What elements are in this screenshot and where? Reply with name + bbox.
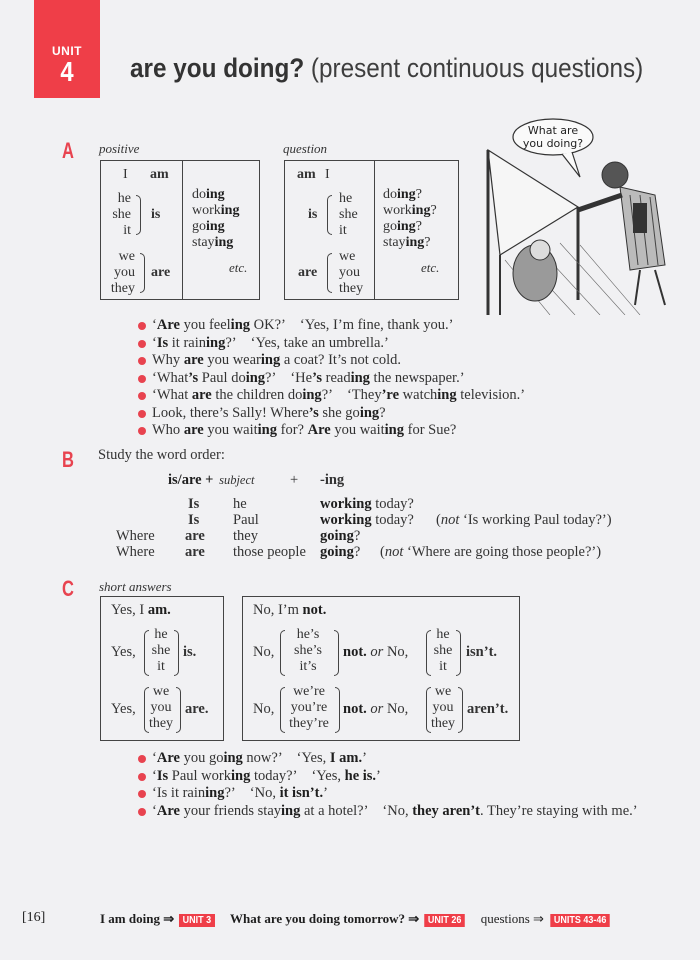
subject: those people bbox=[233, 544, 306, 560]
note-text: ‘Is working Paul today?’) bbox=[463, 512, 612, 528]
not: not bbox=[384, 544, 404, 560]
subject: he’s bbox=[296, 627, 320, 642]
lead: No, I’m bbox=[253, 602, 299, 618]
wh-word: Where bbox=[116, 528, 155, 544]
suffix: ing bbox=[206, 219, 225, 234]
rest: ? bbox=[353, 544, 361, 560]
section-a-examples bbox=[138, 317, 525, 440]
verb: are. bbox=[185, 701, 209, 717]
lead: No, bbox=[253, 701, 275, 717]
example-item: Why are you wearing a coat? It’s not cold. bbox=[138, 352, 525, 370]
lead: No, bbox=[386, 644, 409, 660]
subject: he bbox=[117, 191, 131, 206]
aux: are bbox=[185, 528, 205, 544]
verb: not. bbox=[343, 644, 367, 660]
not: not bbox=[440, 512, 460, 528]
subjects bbox=[283, 684, 335, 732]
are-subjects bbox=[111, 249, 135, 297]
example-item: ‘Are your friends staying at a hotel?’ ‘No, they aren’t. They’re staying with me.’ bbox=[138, 803, 638, 821]
example-item: Look, there’s Sally! Where’s she going? bbox=[138, 405, 525, 423]
note: (not ‘Is working Paul today?’) bbox=[436, 512, 612, 528]
subject: you bbox=[432, 700, 454, 715]
subject: we bbox=[118, 249, 135, 264]
subjects bbox=[430, 627, 456, 675]
short-answers-caption: short answers bbox=[99, 579, 172, 594]
note-text: ‘Where are going those people?’) bbox=[407, 544, 602, 560]
subject: it bbox=[439, 659, 447, 674]
subject: it bbox=[123, 223, 131, 238]
or: or bbox=[370, 644, 384, 660]
page-number: [16] bbox=[22, 910, 46, 925]
is-subjects bbox=[339, 191, 358, 239]
unit-badge bbox=[34, 0, 100, 98]
lead: Yes, bbox=[111, 701, 136, 717]
subject: she bbox=[151, 643, 171, 658]
ing-verbs bbox=[383, 187, 437, 251]
units-43-46-link[interactable]: UNITS 43-46 bbox=[551, 914, 611, 927]
subjects bbox=[147, 684, 175, 732]
subject: you’re bbox=[290, 700, 328, 715]
brace bbox=[456, 630, 461, 676]
page-title bbox=[130, 53, 643, 84]
formula-aux: is/are + bbox=[168, 472, 214, 488]
verb-are: are bbox=[151, 265, 171, 280]
example-item: ‘Is Paul working today?’ ‘Yes, he is.’ bbox=[138, 768, 638, 786]
positive-caption: positive bbox=[99, 141, 140, 156]
subject: they’re bbox=[289, 716, 329, 731]
subject: we’re bbox=[293, 684, 325, 699]
subject: you bbox=[150, 700, 172, 715]
verb-is: is bbox=[151, 207, 161, 222]
verb: working bbox=[320, 512, 372, 528]
subject: it’s bbox=[299, 659, 317, 674]
verb: aren’t. bbox=[467, 701, 509, 717]
example-item: ‘What’s Paul doing?’ ‘He’s reading the newspaper.’ bbox=[138, 370, 525, 388]
brace bbox=[174, 630, 179, 676]
suffix: ing bbox=[397, 219, 416, 234]
word-order-intro: Study the word order: bbox=[98, 447, 225, 463]
verb: not. bbox=[343, 701, 367, 717]
example-item: ‘Are you feeling OK?’ ‘Yes, I’m fine, thank you.’ bbox=[138, 317, 525, 335]
unit-3-link[interactable]: UNIT 3 bbox=[179, 914, 215, 927]
is-subjects bbox=[112, 191, 131, 239]
stem: go bbox=[192, 219, 206, 234]
subject: Paul bbox=[233, 512, 259, 528]
cartoon-image bbox=[480, 115, 690, 315]
example-item: Who are you waiting for? Are you waiting for Sue? bbox=[138, 422, 525, 440]
question-caption: question bbox=[283, 141, 328, 156]
subject-i: I bbox=[123, 167, 128, 182]
title-regular: (present continuous questions) bbox=[310, 53, 644, 83]
section-b-letter: B bbox=[62, 447, 74, 472]
verb-is: is bbox=[308, 207, 318, 222]
example-item: ‘What are the children doing?’ ‘They’re watching television.’ bbox=[138, 387, 525, 405]
example-item: ‘Are you going now?’ ‘Yes, I am.’ bbox=[138, 750, 638, 768]
brace bbox=[176, 687, 181, 733]
subject: they bbox=[339, 281, 364, 296]
ref-text: questions ⇒ bbox=[480, 911, 544, 926]
subjects bbox=[428, 684, 458, 732]
yes-answers-box bbox=[100, 596, 224, 741]
suffix: ing bbox=[405, 235, 425, 250]
stem: stay bbox=[383, 235, 406, 250]
qmark: ? bbox=[424, 235, 431, 250]
etc-label: etc. bbox=[229, 260, 248, 275]
subject: we bbox=[152, 684, 170, 699]
rest: ? bbox=[353, 528, 361, 544]
subject: they bbox=[233, 528, 258, 544]
subject: he bbox=[233, 496, 247, 512]
verb-am: am bbox=[150, 167, 169, 182]
rest: today? bbox=[375, 512, 414, 528]
subject: he bbox=[436, 627, 450, 642]
suffix: ing bbox=[220, 203, 240, 218]
stem: stay bbox=[192, 235, 215, 250]
lead: No, bbox=[253, 644, 275, 660]
stem: work bbox=[383, 203, 412, 218]
ref-text: I am doing ⇒ bbox=[100, 911, 175, 926]
section-c-examples bbox=[138, 750, 638, 820]
speech-text-1: What are bbox=[527, 124, 579, 137]
formula-plus: + bbox=[290, 472, 299, 488]
subject: she’s bbox=[294, 643, 322, 658]
qmark: ? bbox=[415, 187, 422, 202]
subject: they bbox=[110, 281, 135, 296]
stem: go bbox=[383, 219, 397, 234]
ref-text: What are you doing tomorrow? ⇒ bbox=[230, 911, 420, 926]
verb: is. bbox=[183, 644, 197, 660]
stem: do bbox=[192, 187, 206, 202]
example-item: ‘Is it raining?’ ‘Yes, take an umbrella.’ bbox=[138, 335, 525, 353]
subject-i: I bbox=[325, 167, 330, 182]
subject: it bbox=[339, 223, 347, 238]
suffix: ing bbox=[206, 187, 225, 202]
note: (not ‘Where are going those people?’) bbox=[380, 544, 602, 560]
verb: am. bbox=[147, 602, 171, 618]
subject: she bbox=[433, 643, 453, 658]
suffix: ing bbox=[397, 187, 416, 202]
etc-label: etc. bbox=[421, 260, 440, 275]
subjects bbox=[149, 627, 173, 675]
unit-label: UNIT bbox=[52, 44, 82, 58]
subject: he bbox=[154, 627, 168, 642]
aux: Is bbox=[188, 496, 200, 512]
subjects bbox=[283, 627, 333, 675]
verb: working bbox=[320, 496, 372, 512]
subject: we bbox=[339, 249, 356, 264]
section-a-letter: A bbox=[62, 138, 74, 163]
cross-references bbox=[100, 911, 614, 927]
brace bbox=[327, 253, 332, 293]
formula bbox=[168, 472, 255, 489]
are-subjects bbox=[339, 249, 363, 297]
subject: you bbox=[114, 265, 135, 280]
brace bbox=[140, 253, 145, 293]
aux: Is bbox=[188, 512, 200, 528]
ing-verbs bbox=[192, 187, 239, 251]
lead: No, bbox=[386, 701, 409, 717]
aux: are bbox=[185, 544, 205, 560]
qmark: ? bbox=[430, 203, 437, 218]
brace bbox=[335, 687, 340, 733]
subject: she bbox=[339, 207, 358, 222]
example-item: ‘Is it raining?’ ‘No, it isn’t.’ bbox=[138, 785, 638, 803]
or: or bbox=[370, 701, 384, 717]
subject: you bbox=[339, 265, 360, 280]
no-answers-box bbox=[242, 596, 520, 741]
suffix: ing bbox=[214, 235, 234, 250]
section-c-letter: C bbox=[62, 576, 74, 601]
wh-word: Where bbox=[116, 544, 155, 560]
subject: he bbox=[339, 191, 353, 206]
verb-are: are bbox=[298, 265, 318, 280]
unit-26-link[interactable]: UNIT 26 bbox=[425, 914, 466, 927]
qmark: ? bbox=[415, 219, 422, 234]
verb-am: am bbox=[297, 167, 316, 182]
subject: they bbox=[148, 716, 174, 731]
lead: Yes, I bbox=[111, 602, 145, 618]
unit-number: 4 bbox=[60, 56, 74, 87]
subject: she bbox=[112, 207, 131, 222]
suffix: ing bbox=[411, 203, 431, 218]
formula-subject: subject bbox=[219, 473, 255, 487]
lead: Yes, bbox=[111, 644, 136, 660]
title-bold: are you doing? bbox=[130, 53, 305, 83]
illustration bbox=[480, 115, 690, 315]
question-table bbox=[284, 160, 459, 300]
positive-table bbox=[100, 160, 260, 300]
formula-ing: -ing bbox=[320, 472, 345, 488]
brace bbox=[327, 195, 332, 235]
verb: going bbox=[320, 544, 354, 560]
brace bbox=[136, 195, 141, 235]
verb: isn’t. bbox=[466, 644, 498, 660]
stem: do bbox=[383, 187, 397, 202]
subject: it bbox=[157, 659, 165, 674]
verb: going bbox=[320, 528, 354, 544]
brace bbox=[458, 687, 463, 733]
rest: today? bbox=[375, 496, 414, 512]
verb: not. bbox=[302, 602, 327, 618]
subject: we bbox=[434, 684, 452, 699]
brace bbox=[334, 630, 339, 676]
subject: they bbox=[430, 716, 456, 731]
speech-text-2: you doing? bbox=[522, 137, 584, 150]
stem: work bbox=[192, 203, 221, 218]
